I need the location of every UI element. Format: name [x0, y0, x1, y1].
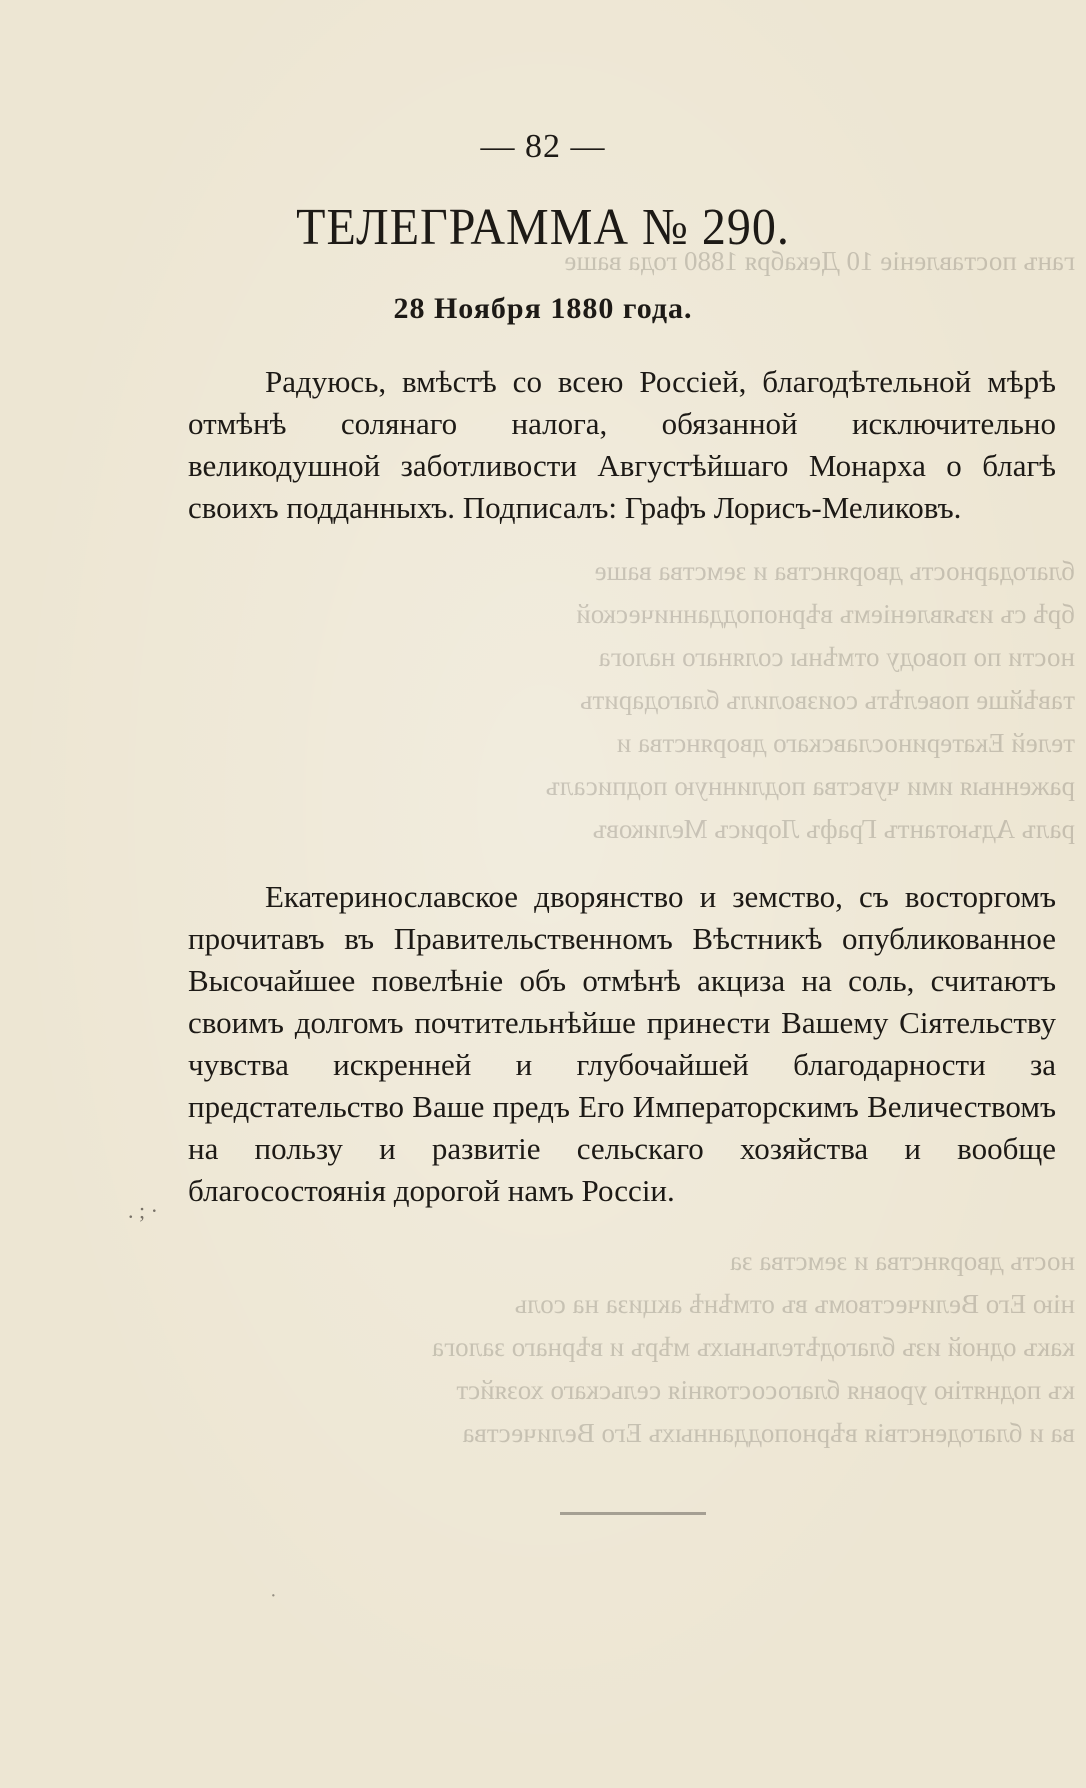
margin-mark: . ; ·	[128, 1198, 158, 1223]
section-divider	[560, 1512, 706, 1515]
bleed-through-decoration: телей Екатеринославскаго дворянства и	[616, 728, 1075, 758]
bleed-through-decoration: ралъ Адъютантъ Графъ Лорисъ Меликовъ	[592, 814, 1075, 844]
bleed-through-decoration: тавѣйше повелѣть соизволилъ благодарить	[580, 685, 1075, 715]
signature-mark: ·	[270, 1585, 277, 1607]
bleed-through-decoration: какъ одной изъ благодѣтельныхъ мѣръ и вѣрнаго залога	[432, 1332, 1075, 1362]
bleed-through-decoration: ности по поводу отмѣны солянаго налога	[598, 642, 1075, 672]
bleed-through-decoration: къ поднятію уровня благосостоянія сельскаго хозяйст	[456, 1375, 1075, 1405]
bleed-through-decoration: брѣ съ изъявленіемъ вѣрноподданнической	[576, 599, 1075, 629]
bleed-through-decoration: ганъ поставленіе 10 Декабря 1880 года ваше	[564, 246, 1075, 276]
bleed-through-decoration: нію Его Величествомъ въ отмѣнѣ акциза на соль	[514, 1289, 1075, 1319]
bleed-through-decoration: ность дворянства и земства за	[729, 1246, 1075, 1276]
bleed-through-decoration: ва и благоденствія вѣрноподданныхъ Его Величества	[462, 1418, 1075, 1448]
telegram-text-paragraph: Радуюсь, вмѣстѣ со всею Россіей, благодѣтельной мѣрѣ отмѣнѣ солянаго налога, обязанной исключительно великодушной заботливости Августѣйшаго Монарха о благѣ своихъ подданныхъ. Подписалъ: Графъ Лорисъ-Меликовъ.	[188, 364, 1056, 525]
bleed-through-decoration: раженныя ими чувства подлинную подписалъ	[545, 771, 1075, 801]
telegram-title: ТЕЛЕГРАММА № 290.	[296, 198, 790, 257]
page-number: — 82 —	[480, 128, 606, 165]
bleed-through-decoration: благодарность дворянства и земства ваше	[594, 556, 1075, 586]
telegram-date: 28 Ноября 1880 года.	[393, 292, 693, 325]
reply-text-paragraph: Екатеринославское дворянство и земство, съ восторгомъ прочитавъ въ Правительственномъ Вѣстникѣ опубликованное Высочайшее повелѣніе объ отмѣнѣ акциза на соль, считаютъ своимъ долгомъ почтительнѣйше принести Вашему Сіятельству чувства искренней и глубочайшей благодарности за предстательство Ваше предъ Его Императорскимъ Величествомъ на пользу и развитіе сельскаго хозяйства и вообще благосостоянія дорогой намъ Россіи.	[188, 879, 1056, 1208]
